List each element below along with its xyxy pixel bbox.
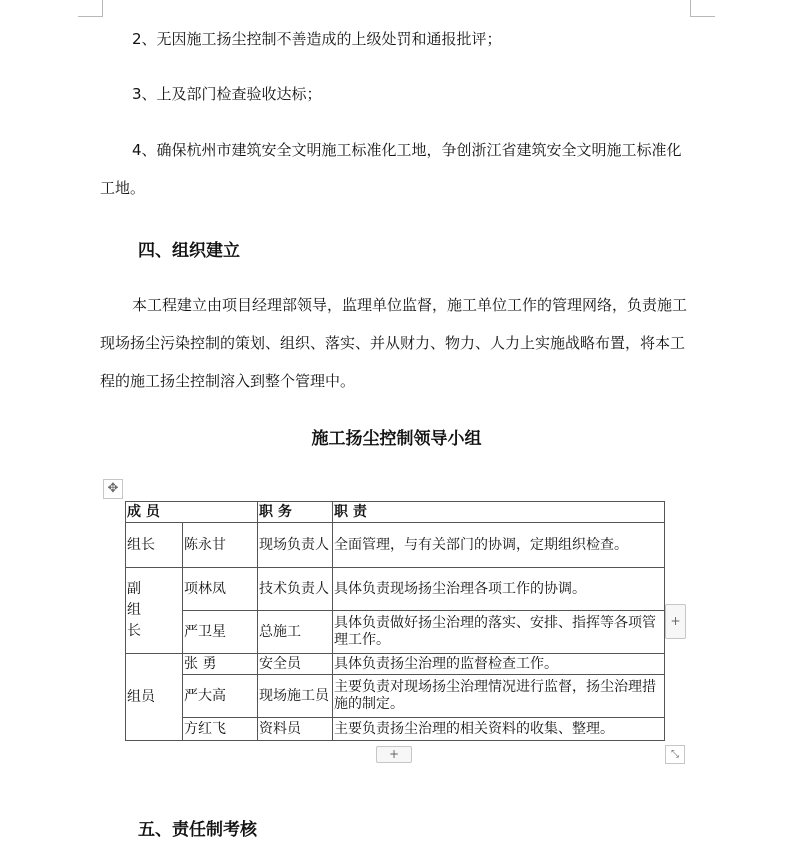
- resize-icon[interactable]: ⤡: [665, 745, 685, 764]
- member-name[interactable]: 严卫星: [183, 611, 258, 654]
- list-item-4: 4、确保杭州市建筑安全文明施工标准化工地，争创浙江省建筑安全文明施工标准化工地。: [100, 141, 682, 197]
- member-position[interactable]: 现场负责人: [258, 523, 333, 568]
- plus-icon: +: [670, 614, 681, 628]
- header-duty[interactable]: 职 责: [333, 502, 665, 523]
- member-name[interactable]: 方红飞: [183, 718, 258, 741]
- list-item-3: 3、上及部门检查验收达标；: [132, 85, 322, 103]
- section-body-organization: 本工程建立由项目经理部领导，监理单位监督，施工单位工作的管理网络，负责施工现场扬尘污染控制的策划、组织、落实、并从财力、物力、人力上实施战略布置，将本工程的施工扬尘控制溶入到整个管理中。: [100, 296, 688, 390]
- add-row-button[interactable]: [376, 746, 412, 763]
- member-name[interactable]: 严大高: [183, 675, 258, 718]
- group-members[interactable]: 组员: [126, 654, 183, 741]
- member-duty[interactable]: 具体负责现场扬尘治理各项工作的协调。: [333, 568, 665, 611]
- header-member[interactable]: 成 员: [126, 502, 258, 523]
- leadership-table: [125, 501, 665, 741]
- move-icon[interactable]: ✥: [103, 479, 123, 499]
- section-heading-responsibility: 五、责任制考核: [138, 820, 257, 840]
- member-position[interactable]: 现场施工员: [258, 675, 333, 718]
- member-duty[interactable]: 具体负责扬尘治理的监督检查工作。: [333, 654, 665, 675]
- group-deputy[interactable]: 副 组 长: [126, 568, 183, 654]
- group-leader[interactable]: 组长: [126, 523, 183, 568]
- plus-icon: +: [388, 747, 400, 761]
- member-name[interactable]: 项林凤: [183, 568, 258, 611]
- member-duty[interactable]: 全面管理，与有关部门的协调，定期组织检查。: [333, 523, 665, 568]
- member-name[interactable]: 张 勇: [183, 654, 258, 675]
- member-duty[interactable]: 具体负责做好扬尘治理的落实、安排、指挥等各项管理工作。: [333, 611, 665, 654]
- add-column-button[interactable]: [665, 604, 686, 639]
- member-duty[interactable]: 主要负责扬尘治理的相关资料的收集、整理。: [333, 718, 665, 741]
- list-item-2: 2、无因施工扬尘控制不善造成的上级处罚和通报批评；: [132, 30, 502, 48]
- member-position[interactable]: 总施工: [258, 611, 333, 654]
- member-name[interactable]: 陈永甘: [183, 523, 258, 568]
- member-position[interactable]: 技术负责人: [258, 568, 333, 611]
- member-duty[interactable]: 主要负责对现场扬尘治理情况进行监督，扬尘治理措施的制定。: [333, 675, 665, 718]
- page-corner-mark-right: [690, 0, 715, 17]
- member-position[interactable]: 安全员: [258, 654, 333, 675]
- member-position[interactable]: 资料员: [258, 718, 333, 741]
- section-heading-organization: 四、组织建立: [138, 241, 240, 261]
- header-position[interactable]: 职 务: [258, 502, 333, 523]
- page-corner-mark-left: [78, 0, 103, 17]
- table-title: 施工扬尘控制领导小组: [311, 429, 482, 449]
